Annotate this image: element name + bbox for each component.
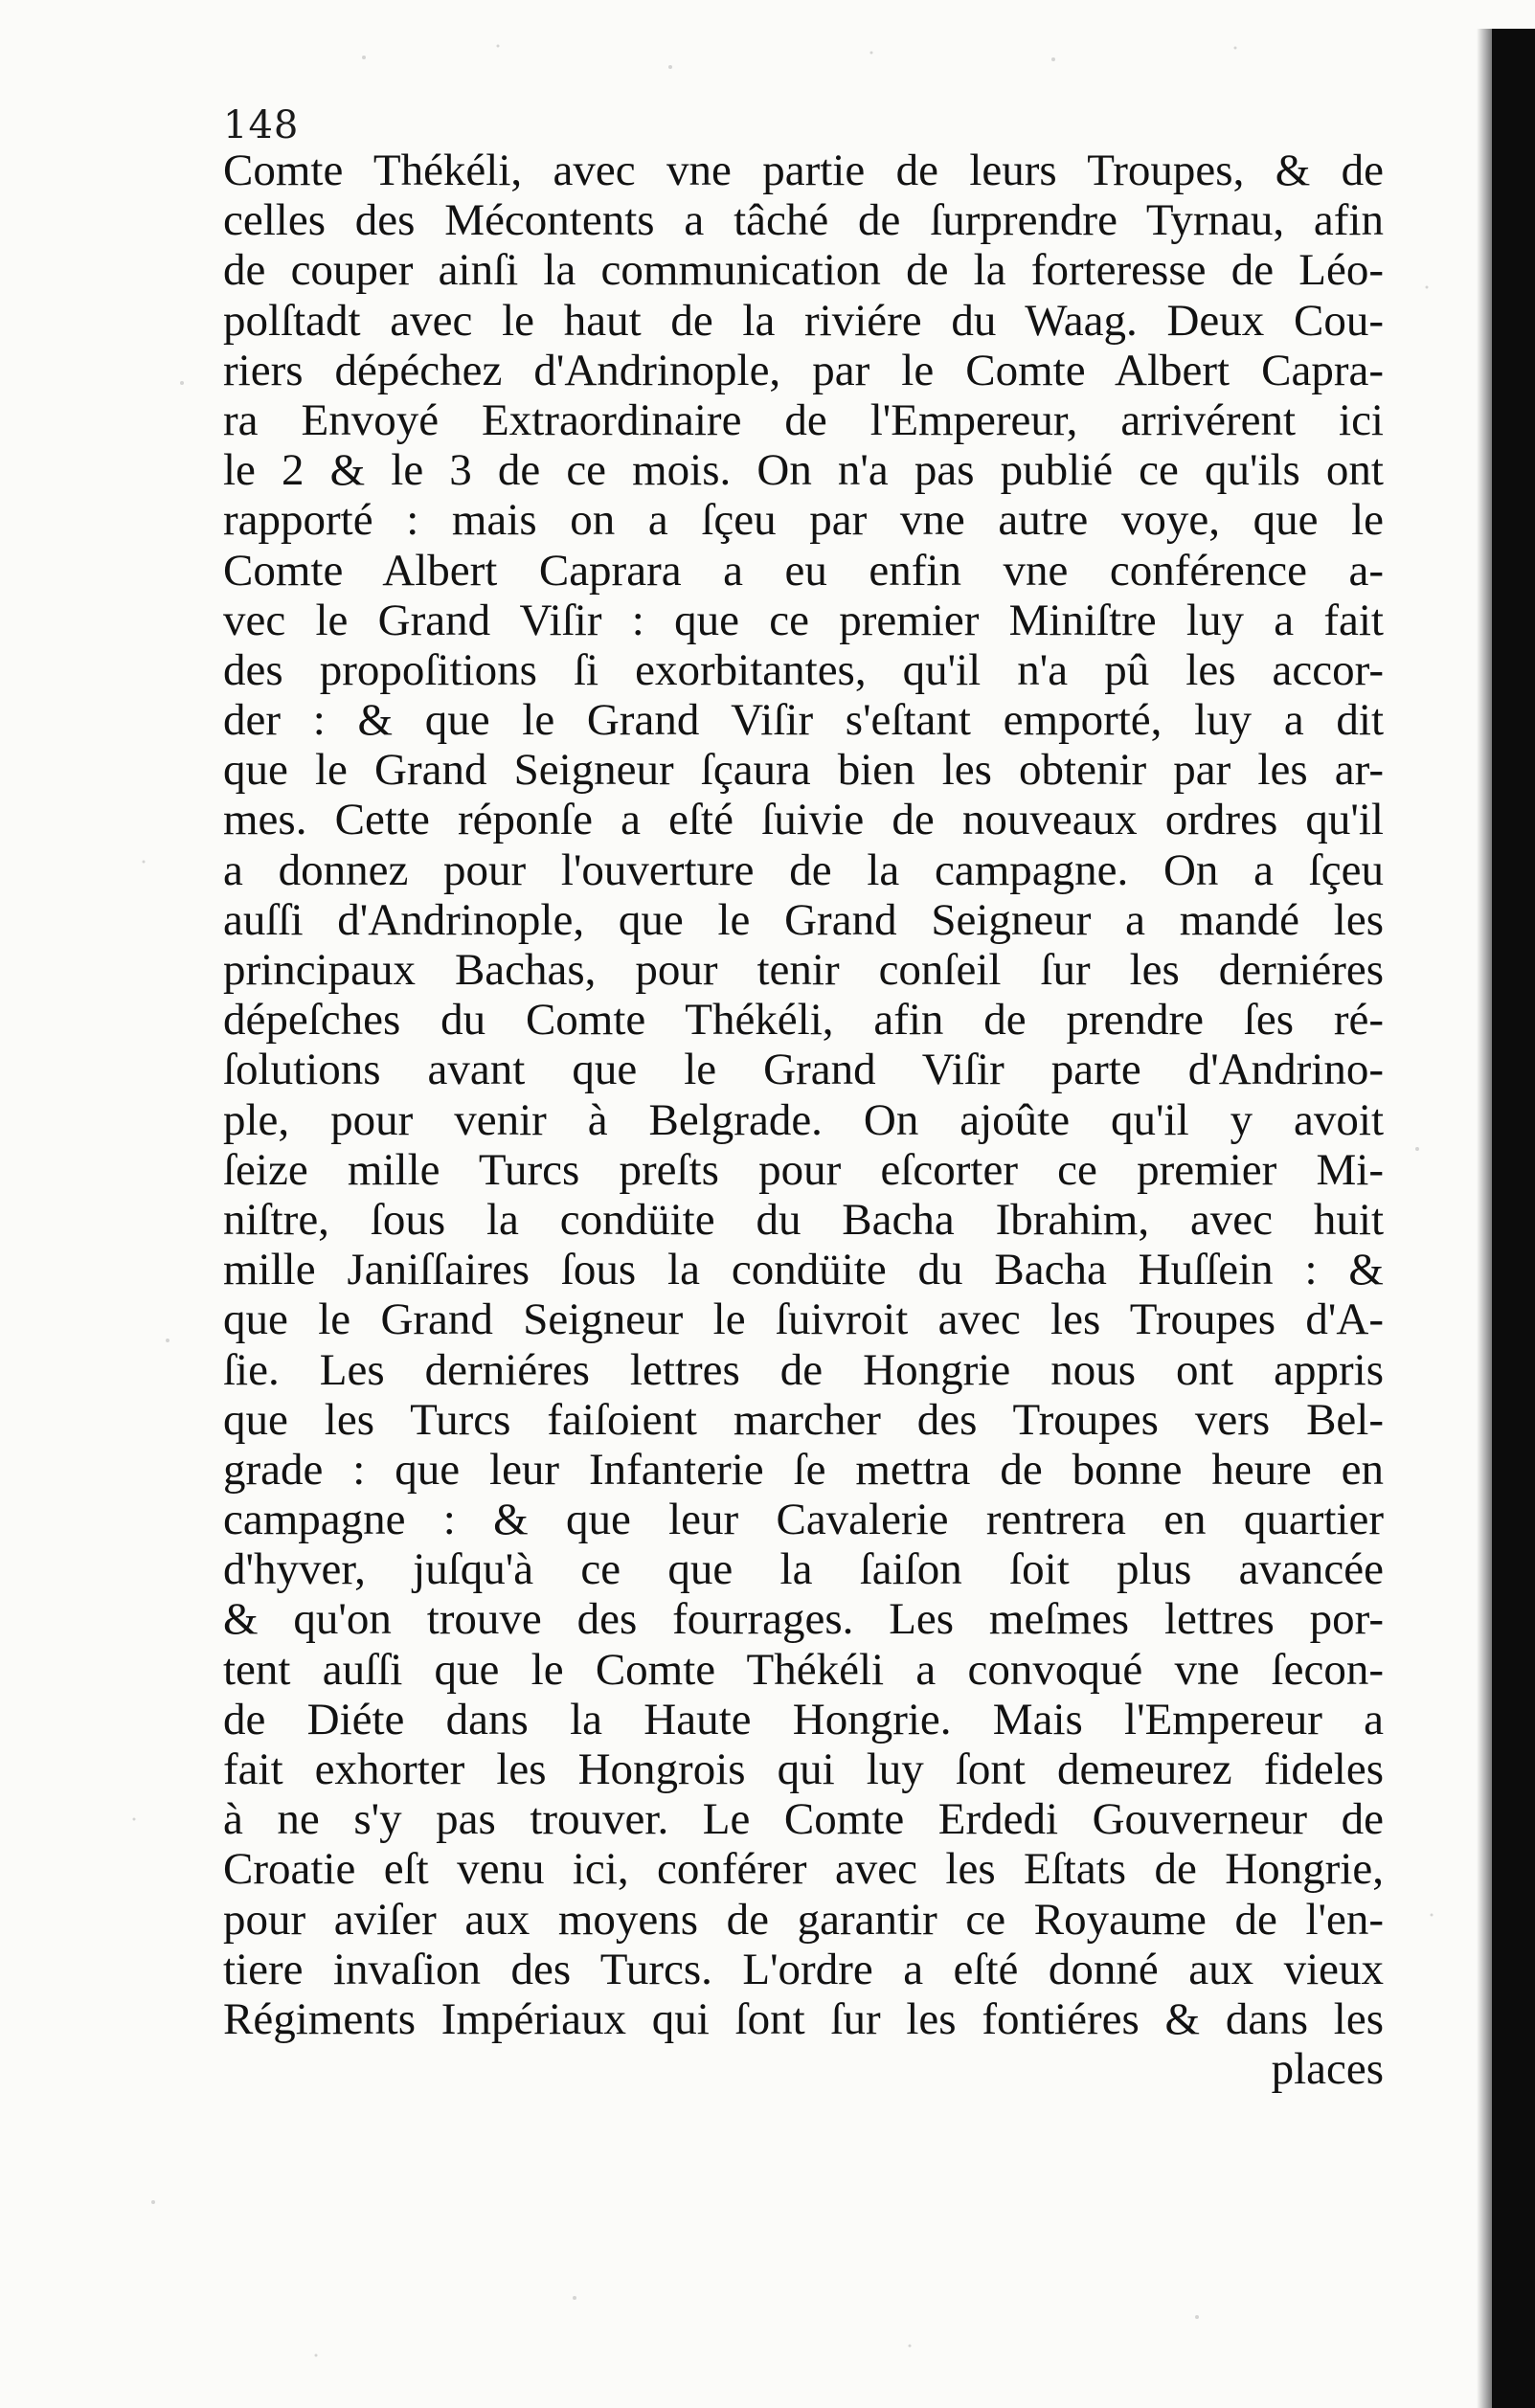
text-line: mes. Cette réponſe a eſté ſuivie de nouveaux ordres qu'il [223, 795, 1384, 845]
text-line: campagne : & que leur Cavalerie rentrera en quartier [223, 1495, 1384, 1545]
text-line: de Diéte dans la Haute Hongrie. Mais l'Empereur a [223, 1694, 1384, 1744]
text-line: Comte Thékéli, avec vne partie de leurs Troupes, & de [223, 146, 1384, 195]
text-line: ſie. Les derniéres lettres de Hongrie nous ont appris [223, 1344, 1384, 1395]
text-line: a donnez pour l'ouverture de la campagne. On a ſçeu [223, 844, 1384, 895]
text-line: & qu'on trouve des fourrages. Les meſmes lettres por- [223, 1594, 1384, 1645]
text-line: Croatie eſt venu ici, conférer avec les Eſtats de Hongrie, [223, 1844, 1384, 1895]
text-line: tent auſſi que le Comte Thékéli a convoqué vne ſecon- [223, 1644, 1384, 1695]
text-line: polſtadt avec le haut de la riviére du Waag. Deux Cou- [223, 295, 1384, 346]
text-line: des propoſitions ſi exorbitantes, qu'il n'a pû les accor- [223, 644, 1384, 695]
catchword: places [1271, 2044, 1384, 2095]
text-line: que les Turcs faiſoient marcher des Troupes vers Bel- [223, 1394, 1384, 1445]
text-line: der : & que le Grand Viſir s'eſtant emporté, luy a dit [223, 695, 1384, 746]
text-line: rapporté : mais on a ſçeu par vne autre voye, que le [223, 495, 1384, 546]
text-line: ſolutions avant que le Grand Viſir parte d'Andrino- [223, 1045, 1384, 1095]
text-line: pour aviſer aux moyens de garantir ce Royaume de l'en- [223, 1894, 1384, 1945]
text-line: Comte Albert Caprara a eu enfin vne conférence a- [223, 545, 1384, 596]
text-line: Régiments Impériaux qui ſont ſur les fontiéres & dans les [223, 1993, 1384, 2044]
page-number: 148 [223, 103, 300, 147]
text-line: riers dépéchez d'Andrinople, par le Comte Albert Capra- [223, 345, 1384, 395]
text-line: auſſi d'Andrinople, que le Grand Seigneur a mandé les [223, 894, 1384, 945]
text-line: principaux Bachas, pour tenir conſeil ſur les derniéres [223, 945, 1384, 995]
text-line: que le Grand Seigneur le ſuivroit avec les Troupes d'A- [223, 1294, 1384, 1345]
text-line: tiere invaſion des Turcs. L'ordre a eſté donné aux vieux [223, 1944, 1384, 1994]
text-line: le 2 & le 3 de ce mois. On n'a pas publié ce qu'ils ont [223, 445, 1384, 496]
text-line: ra Envoyé Extraordinaire de l'Empereur, arrivérent ici [223, 394, 1384, 445]
text-line: à ne s'y pas trouver. Le Comte Erdedi Gouverneur de [223, 1794, 1384, 1845]
page-gutter-shadow [1477, 29, 1492, 2408]
text-line: niſtre, ſous la condüite du Bacha Ibrahim, avec huit [223, 1194, 1384, 1245]
scan-edge-band [1492, 29, 1535, 2408]
text-line: d'hyver, juſqu'à ce que la ſaiſon ſoit plus avancée [223, 1544, 1384, 1595]
text-line: fait exhorter les Hongrois qui luy ſont demeurez fideles [223, 1744, 1384, 1794]
text-line: celles des Mécontents a tâché de ſurprendre Tyrnau, afin [223, 195, 1384, 246]
text-line: ſeize mille Turcs preſts pour eſcorter ce premier Mi- [223, 1144, 1384, 1195]
text-line: dépeſches du Comte Thékéli, afin de prendre ſes ré- [223, 995, 1384, 1046]
body-text [223, 146, 1384, 2094]
text-line: mille Janiſſaires ſous la condüite du Bacha Huſſein : & [223, 1245, 1384, 1295]
text-line: ple, pour venir à Belgrade. On ajoûte qu'il y avoit [223, 1094, 1384, 1145]
text-line: que le Grand Seigneur ſçaura bien les obtenir par les ar- [223, 745, 1384, 796]
text-line: grade : que leur Infanterie ſe mettra de bonne heure en [223, 1444, 1384, 1495]
text-line: vec le Grand Viſir : que ce premier Miniſtre luy a fait [223, 595, 1384, 645]
text-line: de couper ainſi la communication de la forteresse de Léo- [223, 245, 1384, 296]
